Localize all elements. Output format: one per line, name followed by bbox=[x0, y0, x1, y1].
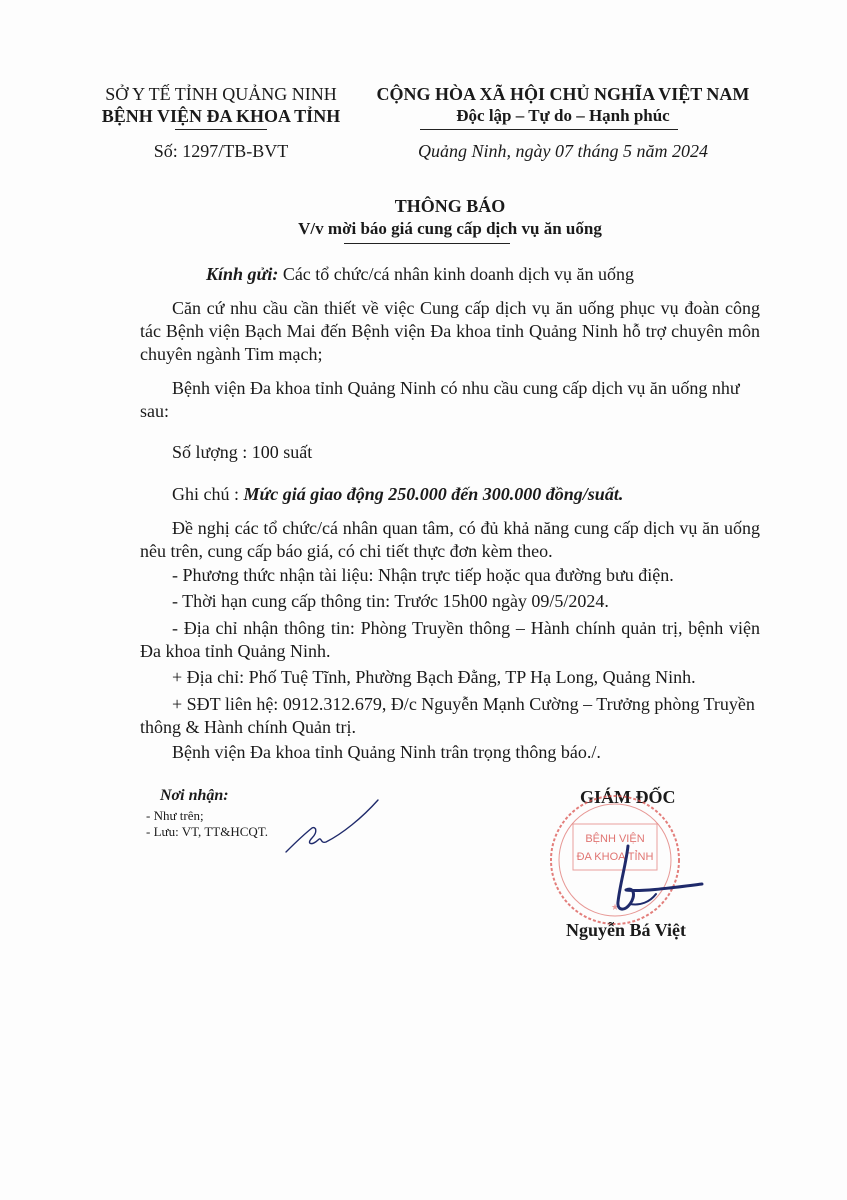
header-right-underline bbox=[420, 129, 678, 130]
hospital-name: BỆNH VIỆN ĐA KHOA TỈNH bbox=[101, 106, 341, 126]
svg-text:★: ★ bbox=[610, 902, 620, 912]
document-title: THÔNG BÁO bbox=[394, 196, 506, 216]
recipient-item: - Như trên; bbox=[146, 808, 204, 823]
stamp-text: ĐA KHOA TỈNH bbox=[576, 851, 654, 863]
recipient-line bbox=[206, 264, 634, 285]
receive-method: - Phương thức nhận tài liệu: Nhận trực tiếp hoặc qua đường bưu điện. bbox=[172, 565, 674, 585]
initial-signature bbox=[282, 798, 402, 868]
note-label: Ghi chú : bbox=[172, 484, 244, 504]
recipient-label: Kính gửi: bbox=[206, 264, 279, 284]
recipient-item: - Lưu: VT, TT&HCQT. bbox=[146, 824, 268, 839]
paragraph-basis: Căn cứ nhu cầu cần thiết về việc Cung cấp dịch vụ ăn uống phục vụ đoàn công tác Bệnh viện Bạch Mai đến Bệnh viện Đa khoa tỉnh Quảng Ninh hỗ trợ chuyên môn chuyên ngành Tim mạch; bbox=[140, 298, 760, 364]
paragraph-need: Bệnh viện Đa khoa tỉnh Quảng Ninh có nhu cầu cung cấp dịch vụ ăn uống như sau: bbox=[140, 378, 740, 421]
receive-address: - Địa chỉ nhận thông tin: Phòng Truyền thông – Hành chính quản trị, bệnh viện Đa khoa tỉnh Quảng Ninh. bbox=[140, 618, 760, 661]
paragraph-request: Đề nghị các tổ chức/cá nhân quan tâm, có đủ khả năng cung cấp dịch vụ ăn uống nêu trên, cung cấp báo giá, có chi tiết thực đơn kèm theo. bbox=[140, 518, 760, 561]
signer-title: GIÁM ĐỐC bbox=[580, 787, 676, 807]
note-line bbox=[172, 484, 623, 505]
note-value: Mức giá giao động 250.000 đến 300.000 đồng/suất. bbox=[243, 484, 624, 504]
document-number: Số: 1297/TB-BVT bbox=[153, 141, 289, 161]
country-motto: Độc lập – Tự do – Hạnh phúc bbox=[456, 106, 670, 125]
subject-underline bbox=[344, 243, 510, 244]
date-line: Quảng Ninh, ngày 07 tháng 5 năm 2024 bbox=[418, 141, 708, 161]
header-left-underline bbox=[175, 129, 267, 130]
street-address: + Địa chỉ: Phố Tuệ Tĩnh, Phường Bạch Đằng, TP Hạ Long, Quảng Ninh. bbox=[172, 667, 696, 687]
closing-line: Bệnh viện Đa khoa tỉnh Quảng Ninh trân trọng thông báo./. bbox=[172, 742, 601, 762]
quantity-line: Số lượng : 100 suất bbox=[172, 442, 313, 462]
document-subject: V/v mời báo giá cung cấp dịch vụ ăn uống bbox=[298, 219, 602, 238]
director-signature bbox=[590, 840, 720, 920]
recipients-label: Nơi nhận: bbox=[160, 787, 229, 804]
stamp-text: BỆNH VIỆN bbox=[585, 833, 645, 845]
ministry-name: SỞ Y TẾ TỈNH QUẢNG NINH bbox=[105, 84, 337, 104]
signer-name: Nguyễn Bá Việt bbox=[566, 920, 687, 940]
contact-info: + SĐT liên hệ: 0912.312.679, Đ/c Nguyễn Mạnh Cường – Trưởng phòng Truyền thông & Hành chính Quản trị. bbox=[140, 694, 755, 737]
deadline: - Thời hạn cung cấp thông tin: Trước 15h00 ngày 09/5/2024. bbox=[172, 591, 609, 611]
recipient-text: Các tổ chức/cá nhân kinh doanh dịch vụ ăn uống bbox=[278, 264, 634, 284]
country-name: CỘNG HÒA XÃ HỘI CHỦ NGHĨA VIỆT NAM bbox=[376, 84, 750, 104]
